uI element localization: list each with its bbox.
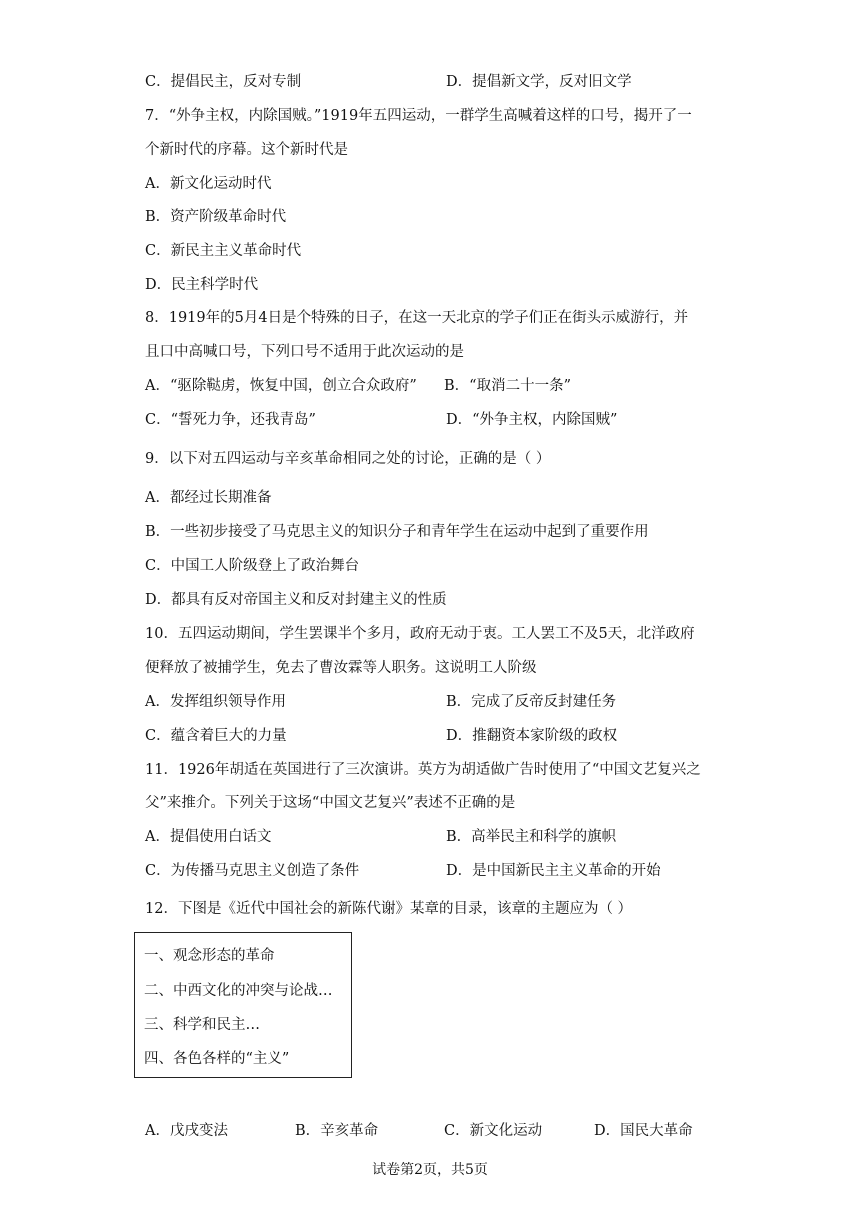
q7-option-d: D．民主科学时代 bbox=[145, 277, 259, 293]
q7-stem-line1: 7．“外争主权，内除国贼。”1919年五四运动，一群学生高喊着这样的口号，揭开了一 bbox=[145, 108, 692, 124]
page-footer: 试卷第2页，共5页 bbox=[372, 1162, 488, 1178]
q7-stem-line2: 个新时代的序幕。这个新时代是 bbox=[145, 142, 348, 158]
q11-option-d: D．是中国新民主主义革命的开始 bbox=[446, 863, 661, 879]
q10-stem-line1: 10．五四运动期间，学生罢课半个多月，政府无动于衷。工人罢工不及5天，北洋政府 bbox=[145, 626, 695, 642]
q12-option-a: A．戊戌变法 bbox=[145, 1123, 228, 1139]
q8-option-d: D．“外争主权，内除国贼” bbox=[446, 412, 618, 428]
q12-option-d: D．国民大革命 bbox=[594, 1123, 693, 1139]
q9-option-d: D．都具有反对帝国主义和反对封建主义的性质 bbox=[145, 592, 447, 608]
q9-option-b: B．一些初步接受了马克思主义的知识分子和青年学生在运动中起到了重要作用 bbox=[145, 524, 649, 540]
toc-item-4: 四、各色各样的“主义” bbox=[144, 1051, 290, 1067]
q7-option-a: A．新文化运动时代 bbox=[145, 176, 272, 192]
q11-stem-line1: 11．1926年胡适在英国进行了三次演讲。英方为胡适做广告时使用了“中国文艺复兴之 bbox=[145, 762, 701, 778]
q6-option-c: C．提倡民主，反对专制 bbox=[145, 74, 302, 90]
toc-item-2: 二、中西文化的冲突与论战… bbox=[144, 983, 333, 999]
q8-option-c: C．“誓死力争，还我青岛” bbox=[145, 412, 316, 428]
q8-option-b: B．“取消二十一条” bbox=[444, 378, 571, 394]
q9-stem: 9．以下对五四运动与辛亥革命相同之处的讨论，正确的是（ ） bbox=[145, 451, 551, 467]
q12-table-of-contents-box bbox=[134, 932, 352, 1078]
q8-stem-line1: 8．1919年的5月4日是个特殊的日子，在这一天北京的学子们正在街头示威游行，并 bbox=[145, 310, 689, 326]
q11-option-a: A．提倡使用白话文 bbox=[145, 829, 272, 845]
toc-item-3: 三、科学和民主… bbox=[144, 1017, 260, 1033]
q6-option-d: D．提倡新文学，反对旧文学 bbox=[446, 74, 632, 90]
q10-option-c: C．蕴含着巨大的力量 bbox=[145, 728, 287, 744]
q9-option-c: C．中国工人阶级登上了政治舞台 bbox=[145, 558, 360, 574]
q10-option-d: D．推翻资本家阶级的政权 bbox=[446, 728, 618, 744]
q9-option-a: A．都经过长期准备 bbox=[145, 490, 272, 506]
q12-option-b: B．辛亥革命 bbox=[295, 1123, 379, 1139]
q7-option-b: B．资产阶级革命时代 bbox=[145, 209, 287, 225]
q11-stem-line2: 父”来推介。下列关于这场“中国文艺复兴”表述不正确的是 bbox=[145, 795, 516, 811]
toc-item-1: 一、观念形态的革命 bbox=[144, 948, 275, 964]
q11-option-b: B．高举民主和科学的旗帜 bbox=[446, 829, 617, 845]
q11-option-c: C．为传播马克思主义创造了条件 bbox=[145, 863, 360, 879]
q10-option-a: A．发挥组织领导作用 bbox=[145, 694, 286, 710]
q12-option-c: C．新文化运动 bbox=[444, 1123, 543, 1139]
q8-stem-line2: 且口中高喊口号，下列口号不适用于此次运动的是 bbox=[145, 344, 464, 360]
q10-stem-line2: 便释放了被捕学生，免去了曹汝霖等人职务。这说明工人阶级 bbox=[145, 660, 537, 676]
q8-option-a: A．“驱除鞑虏，恢复中国，创立合众政府” bbox=[145, 378, 417, 394]
q12-stem: 12．下图是《近代中国社会的新陈代谢》某章的目录，该章的主题应为（ ） bbox=[145, 901, 633, 917]
q10-option-b: B．完成了反帝反封建任务 bbox=[446, 694, 617, 710]
q7-option-c: C．新民主主义革命时代 bbox=[145, 243, 302, 259]
